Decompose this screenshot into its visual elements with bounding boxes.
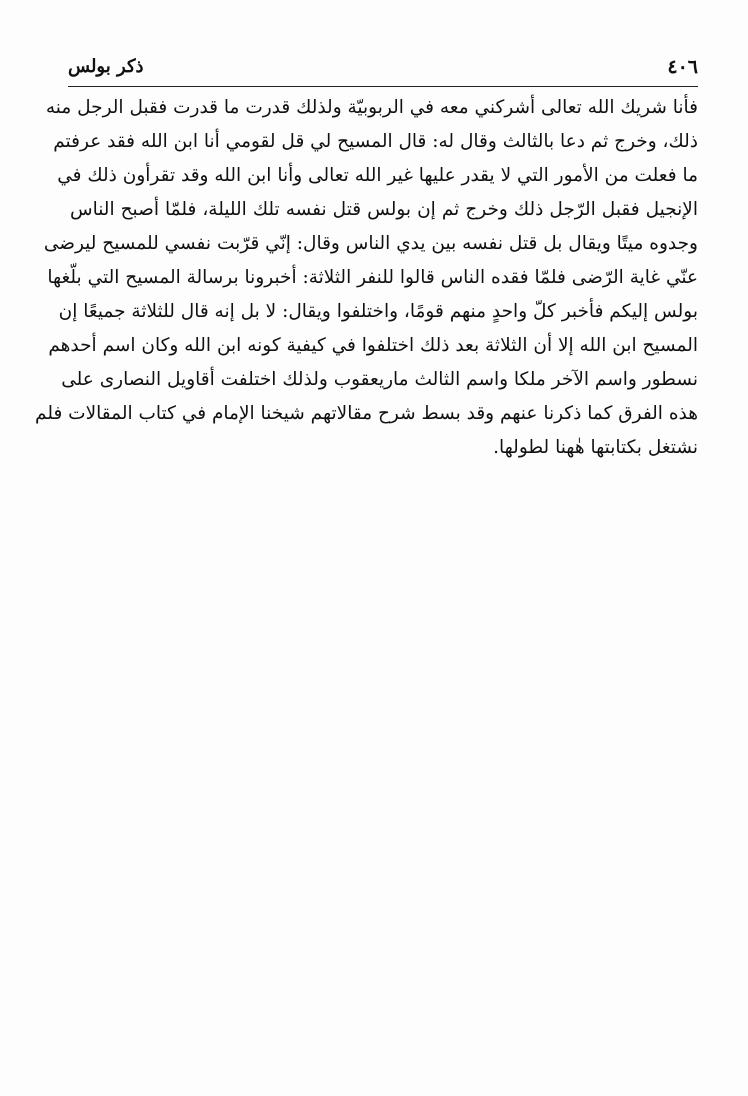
text-line-6: عنّي غاية الرّضى فلمّا فقده الناس قالوا للنفر الثلاثة: أخبرونا برسالة المسيح التي بلّغها xyxy=(47,267,698,288)
header-rule xyxy=(68,86,698,87)
text-line-5: وجدوه ميتًا ويقال بل قتل نفسه بين يدي الناس وقال: إنّي قرّبت نفسي للمسيح ليرضى xyxy=(43,233,698,254)
page-header xyxy=(68,54,698,84)
text-line-3: ما فعلت من الأمور التي لا يقدر عليها غير الله تعالى وأنا ابن الله وقد تقرأون ذلك في xyxy=(57,165,698,186)
text-line-7: بولس إليكم فأخبر كلّ واحدٍ منهم قومًا، واختلفوا ويقال: لا بل إنه قال للثلاثة جميعًا إن xyxy=(58,301,698,322)
text-line-11: نشتغل بكتابتها هٰهنا لطولها. xyxy=(493,437,698,458)
text-line-2: ذلك، وخرج ثم دعا بالثالث وقال له: قال المسيح لي قل لقومي أنا ابن الله فقد عرفتم xyxy=(53,131,698,152)
page-number: ٤٠٦ xyxy=(667,56,698,78)
text-line-10: هذه الفرق كما ذكرنا عنهم وقد بسط شرح مقالاتهم شيخنا الإمام في كتاب المقالات فلم xyxy=(35,403,698,424)
main-text xyxy=(35,91,698,465)
running-title: ذكر بولس xyxy=(68,56,144,77)
text-line-9: نسطور واسم الآخر ملكا واسم الثالث ماريعقوب ولذلك اختلفت أقاويل النصارى على xyxy=(61,369,698,390)
text-line-8: المسيح ابن الله إلا أن الثلاثة بعد ذلك اختلفوا في كيفية كونه ابن الله وكان اسم أحدهم xyxy=(48,335,698,356)
text-line-1: فأنا شريك الله تعالى أشركني معه في الربوبيّة ولذلك قدرت ما قدرت فقبل الرجل منه xyxy=(45,97,698,118)
text-line-4: الإنجيل فقبل الرّجل ذلك وخرج ثم إن بولس قتل نفسه تلك الليلة، فلمّا أصبح الناس xyxy=(70,199,698,220)
